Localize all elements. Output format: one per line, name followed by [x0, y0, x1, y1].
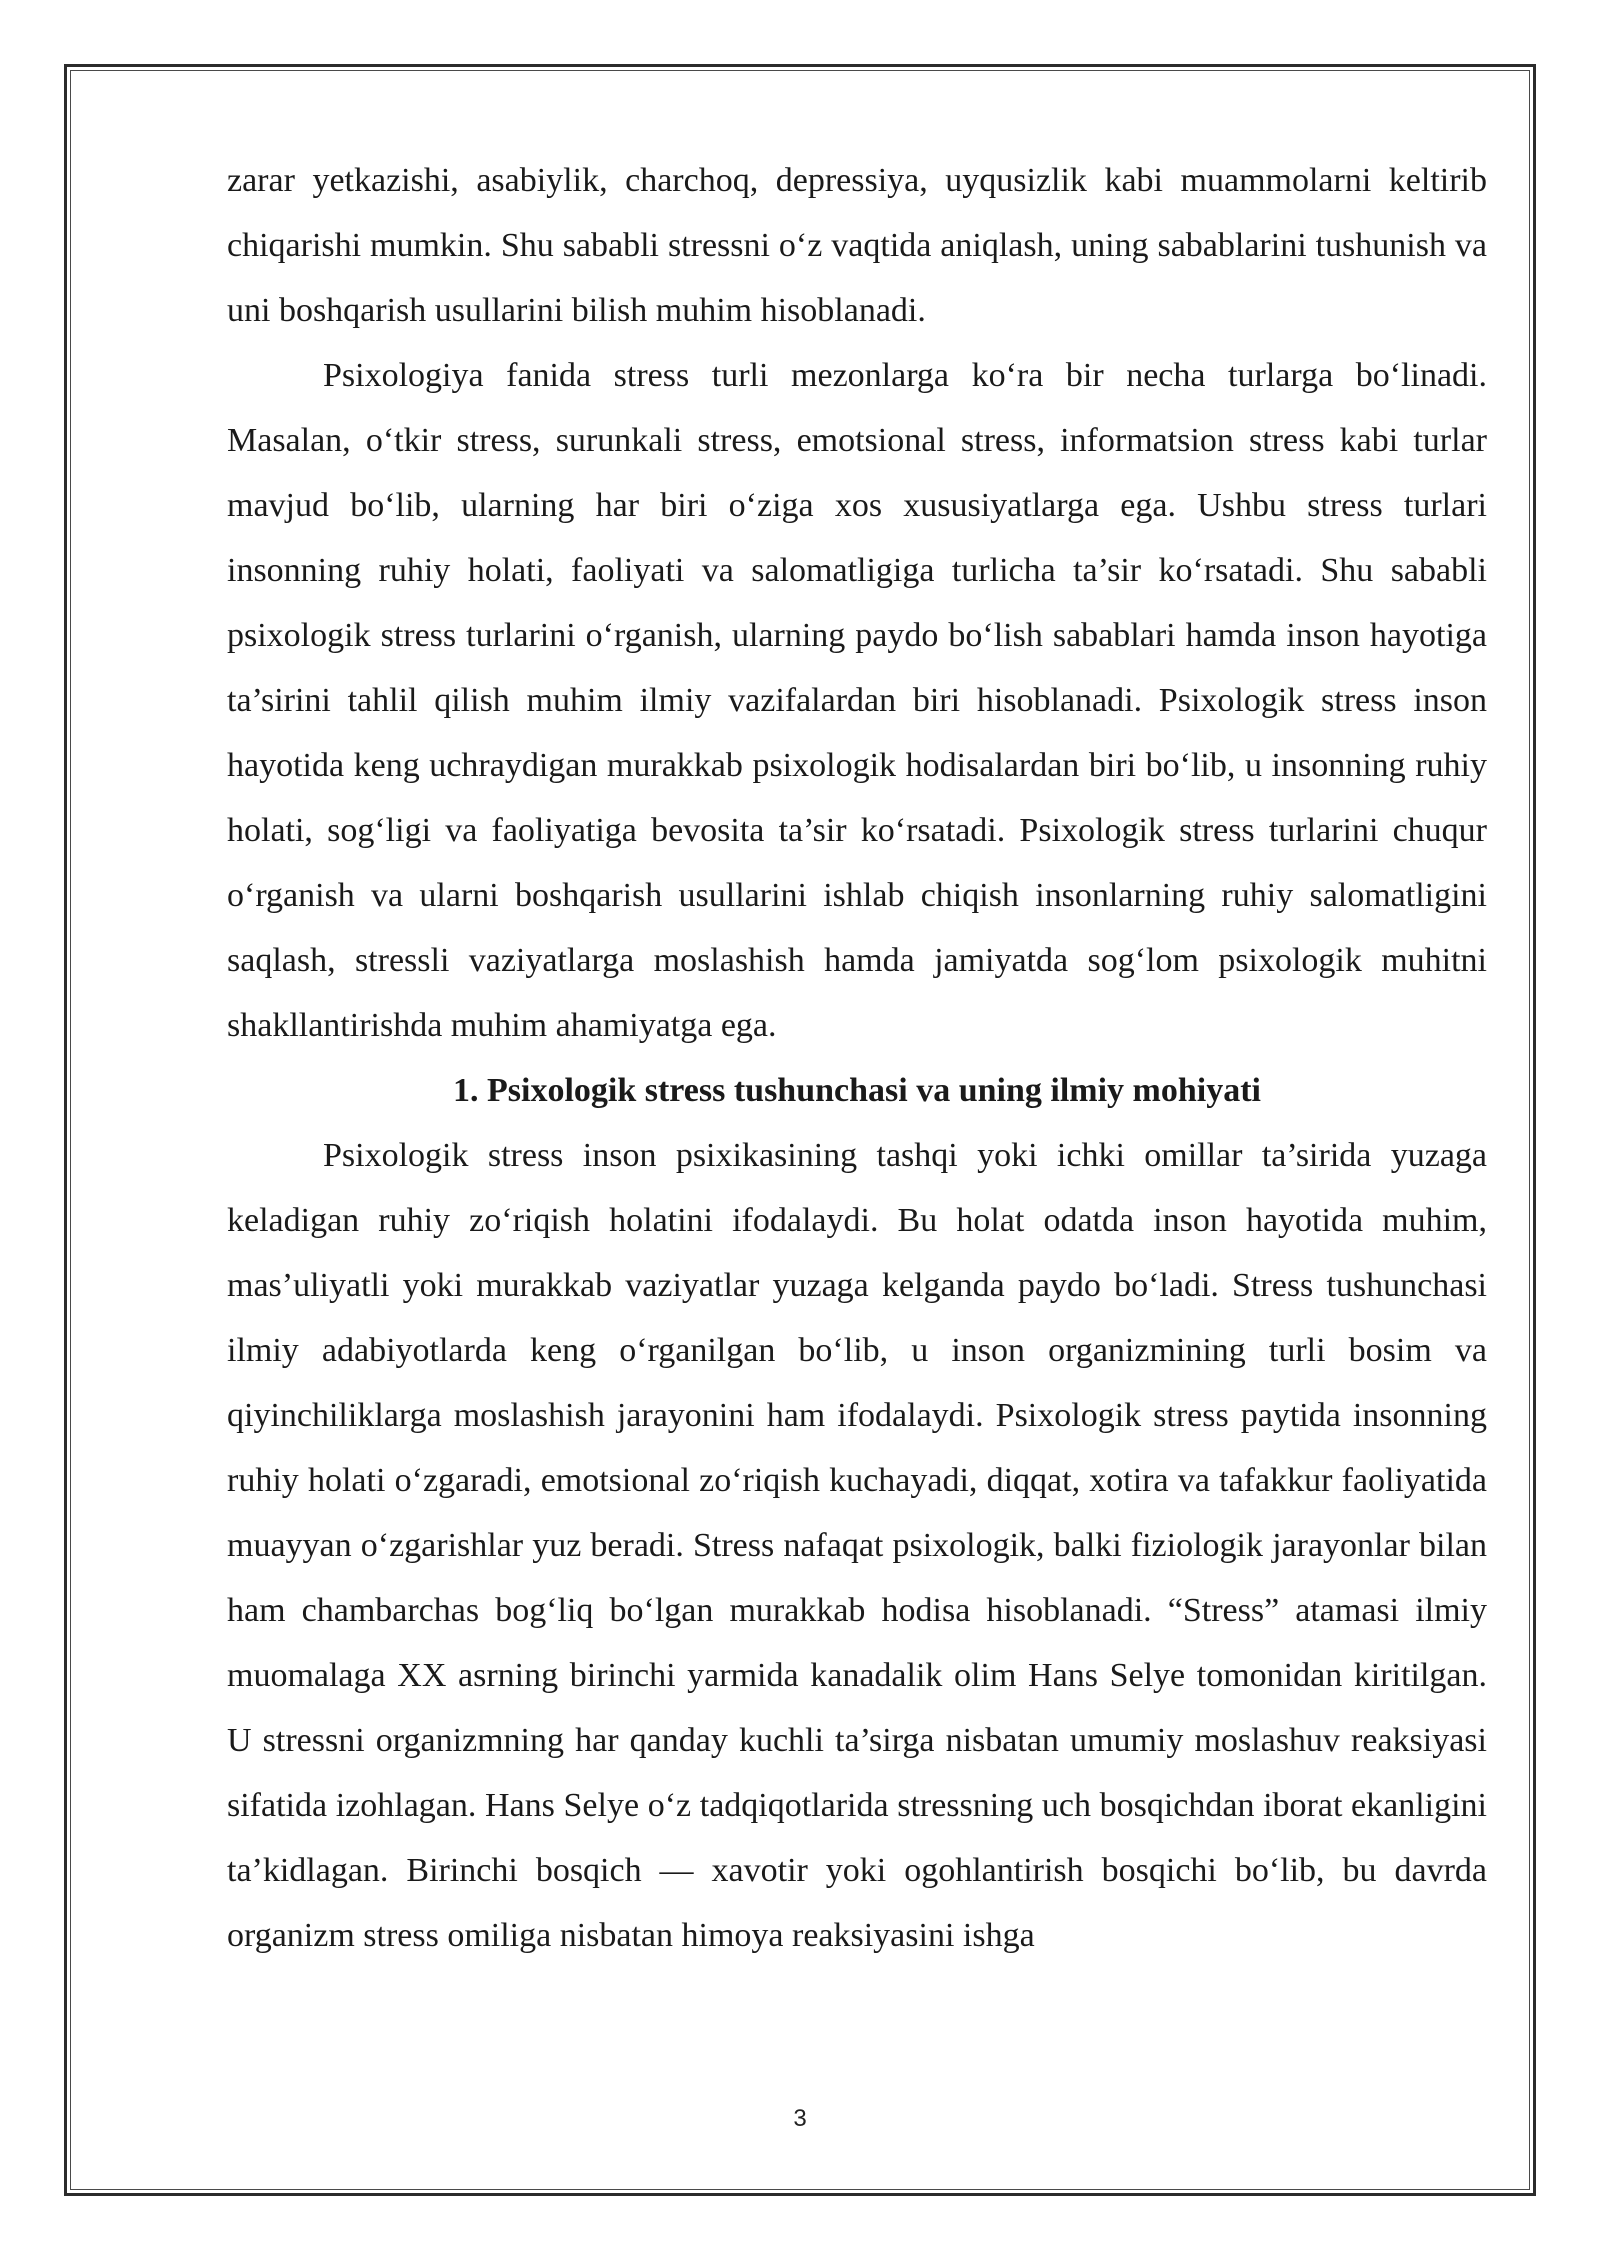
paragraph-stress-concept: Psixologik stress inson psixikasining tashqi yoki ichki omillar ta’sirida yuzaga keladigan ruhiy zo‘riqish holatini ifodalaydi. Bu holat odatda inson hayotida muhim, mas’uliyatli yoki murakkab vaziyatlar yuzaga kelganda paydo bo‘ladi. Stress tushunchasi ilmiy adabiyotlarda keng o‘rganilgan bo‘lib, u inson organizmining turli bosim va qiyinchiliklarga moslashish jarayonini ham ifodalaydi. Psixologik stress paytida insonning ruhiy holati o‘zgaradi, emotsional zo‘riqish kuchayadi, diqqat, xotira va tafakkur faoliyatida muayyan o‘zgarishlar yuz beradi. Stress nafaqat psixologik, balki fiziologik jarayonlar bilan ham chambarchas bog‘liq bo‘lgan murakkab hodisa hisoblanadi. “Stress” atamasi ilmiy muomalaga XX asrning birinchi yarmida kanadalik olim Hans Selye tomonidan kiritilgan. U stressni organizmning har qanday kuchli ta’sirga nisbatan umumiy moslashuv reaksiyasi sifatida izohlagan. Hans Selye o‘z tadqiqotlarida stressning uch bosqichdan iborat ekanligini ta’kidlagan. Birinchi bosqich — xavotir yoki ogohlantirish bosqichi bo‘lib, bu davrda organizm stress omiliga nisbatan himoya reaksiyasini ishga — [227, 1137, 1487, 1954]
section-heading: 1. Psixologik stress tushunchasi va uning ilmiy mohiyati — [453, 1072, 1261, 1109]
page-number: 3 — [793, 2105, 807, 2132]
paragraph-stress-types: Psixologiya fanida stress turli mezonlarga ko‘ra bir necha turlarga bo‘linadi. Masalan, o‘tkir stress, surunkali stress, emotsional stress, informatsion stress kabi turlar mavjud bo‘lib, ularning har biri o‘ziga xos xususiyatlarga ega. Ushbu stress turlari insonning ruhiy holati, faoliyati va salomatligiga turlicha ta’sir ko‘rsatadi. Shu sababli psixologik stress turlarini o‘rganish, ularning paydo bo‘lish sabablari hamda inson hayotiga ta’sirini tahlil qilish muhim ilmiy vazifalardan biri hisoblanadi. Psixologik stress inson hayotida keng uchraydigan murakkab psixologik hodisalardan biri bo‘lib, u insonning ruhiy holati, sog‘ligi va faoliyatiga bevosita ta’sir ko‘rsatadi. Psixologik stress turlarini chuqur o‘rganish va ularni boshqarish usullarini ishlab chiqish insonlarning ruhiy salomatligini saqlash, stressli vaziyatlarga moslashish hamda jamiyatda sog‘lom psixologik muhitni shakllantirishda muhim ahamiyatga ega. — [227, 357, 1487, 1044]
paragraph-continuation: zarar yetkazishi, asabiylik, charchoq, depressiya, uyqusizlik kabi muammolarni keltirib chiqarishi mumkin. Shu sababli stressni o‘z vaqtida aniqlash, uning sabablarini tushunish va uni boshqarish usullarini bilish muhim hisoblanadi. — [227, 162, 1487, 329]
page-content — [227, 148, 1487, 1968]
